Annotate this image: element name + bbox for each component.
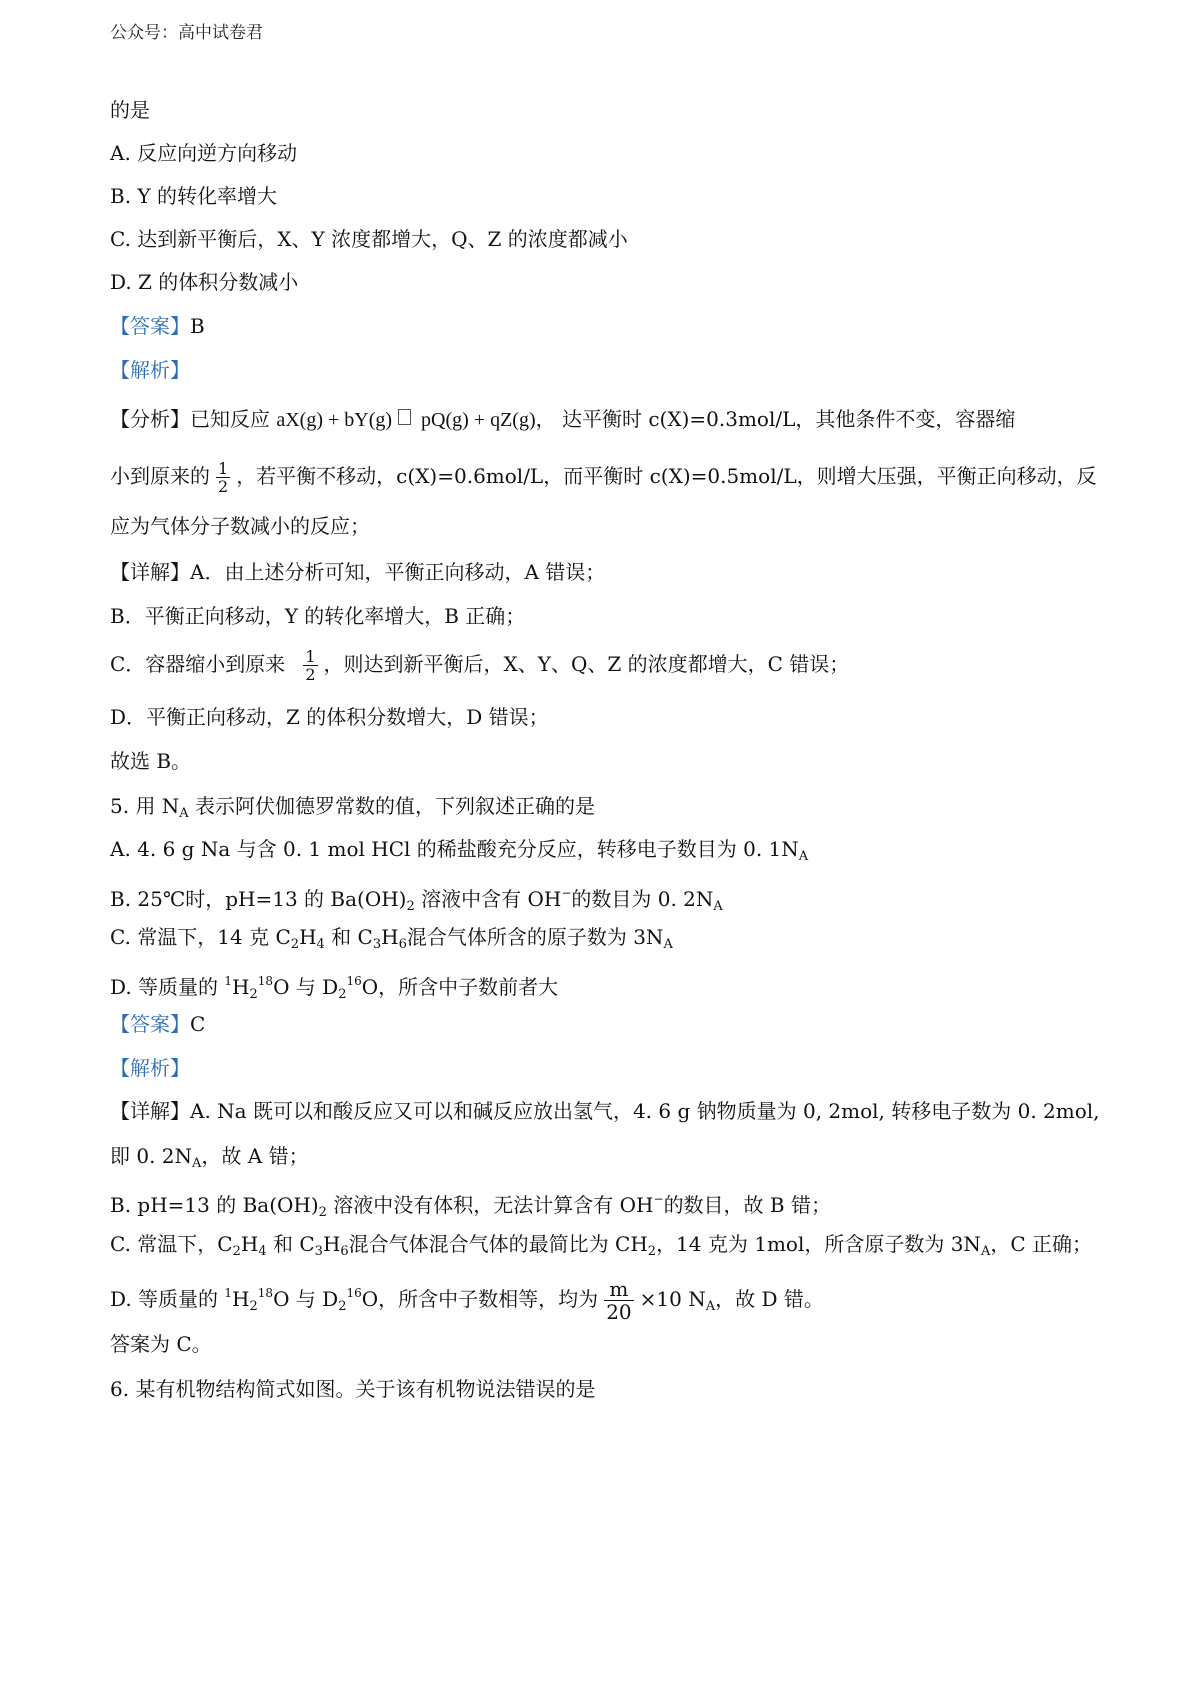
- answer-value: B: [190, 314, 205, 338]
- q5-detail-b: B. pH=13 的 $Ba(OH)_2$ 溶液中没有体积，无法计算含有 OH−的数目，故 B 错；: [110, 1192, 831, 1220]
- option-a: A. 反应向逆方向移动: [110, 141, 298, 165]
- q5-option-a: A. 4. 6 g Na 与含 0. 1 mol HCl 的稀盐酸充分反应，转移电子数目为 0. $1N_A$: [110, 837, 809, 864]
- fraction-one-half-2: $\frac{1}{2}$: [305, 647, 316, 684]
- analysis-line-1: 【分析】已知反应 aX(g) + bY(g) pQ(g) + qZ(g)， 达平衡时 c(X)=0.3mol/L，其他条件不变，容器缩: [110, 407, 1016, 431]
- q5-answer-value: C: [190, 1012, 206, 1036]
- detail-b: B．平衡正向移动，Y 的转化率增大，B 正确；: [110, 604, 526, 628]
- q5-detail-d: D. 等质量的 $^1H_2^{18}O$ 与 $D_2^{16}O$，所含中子数相等，均为 $\frac{m}{20}$ ×10 $N_A$，故 D 错。: [110, 1277, 824, 1324]
- option-d: D. Z 的体积分数减小: [110, 270, 299, 294]
- q5-answer-label: 【答案】: [110, 1012, 190, 1036]
- option-b: B. Y 的转化率增大: [110, 184, 277, 208]
- q5-option-c: C. 常温下，14 克 $C_2H_4$ 和 $C_3H_6$混合气体所含的原子数为 $3N_A$: [110, 925, 673, 952]
- q5-detail-a-2: 即 0. $2N_A$，故 A 错；: [110, 1144, 309, 1171]
- reaction-left: aX(g) + bY(g): [276, 409, 393, 431]
- analysis-label: 【解析】: [110, 358, 190, 382]
- analysis-line-2: 小到原来的 $\frac{1}{2}$ ，若平衡不移动，c(X)=0.6mol/L，而平衡时 c(X)=0.5mol/L，则增大压强，平衡正向移动，反: [110, 459, 1097, 496]
- question-continuation: 的是: [110, 98, 150, 122]
- q5-detail-a-1: 【详解】A. Na 既可以和酸反应又可以和碱反应放出氢气，4. 6 g 钠物质量为 0, 2mol, 转移电子数为 0. 2mol,: [110, 1099, 1100, 1123]
- reaction-right: pQ(g) + qZ(g): [421, 409, 536, 431]
- question-6: 6. 某有机物结构简式如图。关于该有机物说法错误的是: [110, 1377, 596, 1401]
- question-5: 5. 用 $N_A$ 表示阿伏伽德罗常数的值，下列叙述正确的是: [110, 794, 596, 821]
- header-source: 公众号：高中试卷君: [110, 23, 263, 43]
- detail-c: C．容器缩小到原来 $\frac{1}{2}$ ，则达到新平衡后，X、Y、Q、Z 的浓度都增大，C 错误；: [110, 647, 850, 684]
- detail-d: D．平衡正向移动，Z 的体积分数增大，D 错误；: [110, 705, 549, 729]
- q5-detail-c: C. 常温下，$C_2H_4$ 和 $C_3H_6$混合气体混合气体的最简比为 $CH_2$，14 克为 1mol，所含原子数为 $3N_A$，C 正确；: [110, 1232, 1092, 1259]
- answer-label: 【答案】: [110, 314, 190, 338]
- answer-line: [110, 312, 205, 340]
- detail-a: 【详解】A．由上述分析可知，平衡正向移动，A 错误；: [110, 560, 606, 584]
- fraction-one-half: $\frac{1}{2}$: [218, 459, 229, 496]
- q5-analysis-label: 【解析】: [110, 1056, 190, 1080]
- q5-option-b: B. 25℃时，pH=13 的 $Ba(OH)_2$ 溶液中含有 OH−的数目为 0. $2N_A$: [110, 886, 723, 914]
- q5-option-d: D. 等质量的 $^1H_2^{18}O$ 与 $D_2^{16}O$，所含中子数前者大: [110, 974, 559, 1002]
- conclusion: 故选 B。: [110, 749, 192, 773]
- q5-conclusion: 答案为 C。: [110, 1332, 212, 1356]
- equilibrium-arrow-icon: [398, 409, 411, 425]
- option-c: C. 达到新平衡后，X、Y 浓度都增大，Q、Z 的浓度都减小: [110, 227, 628, 251]
- fraction-m-over-20: $\frac{m}{20}$: [606, 1277, 632, 1324]
- analysis-line-3: 应为气体分子数减小的反应；: [110, 514, 370, 538]
- q5-answer-line: [110, 1010, 205, 1038]
